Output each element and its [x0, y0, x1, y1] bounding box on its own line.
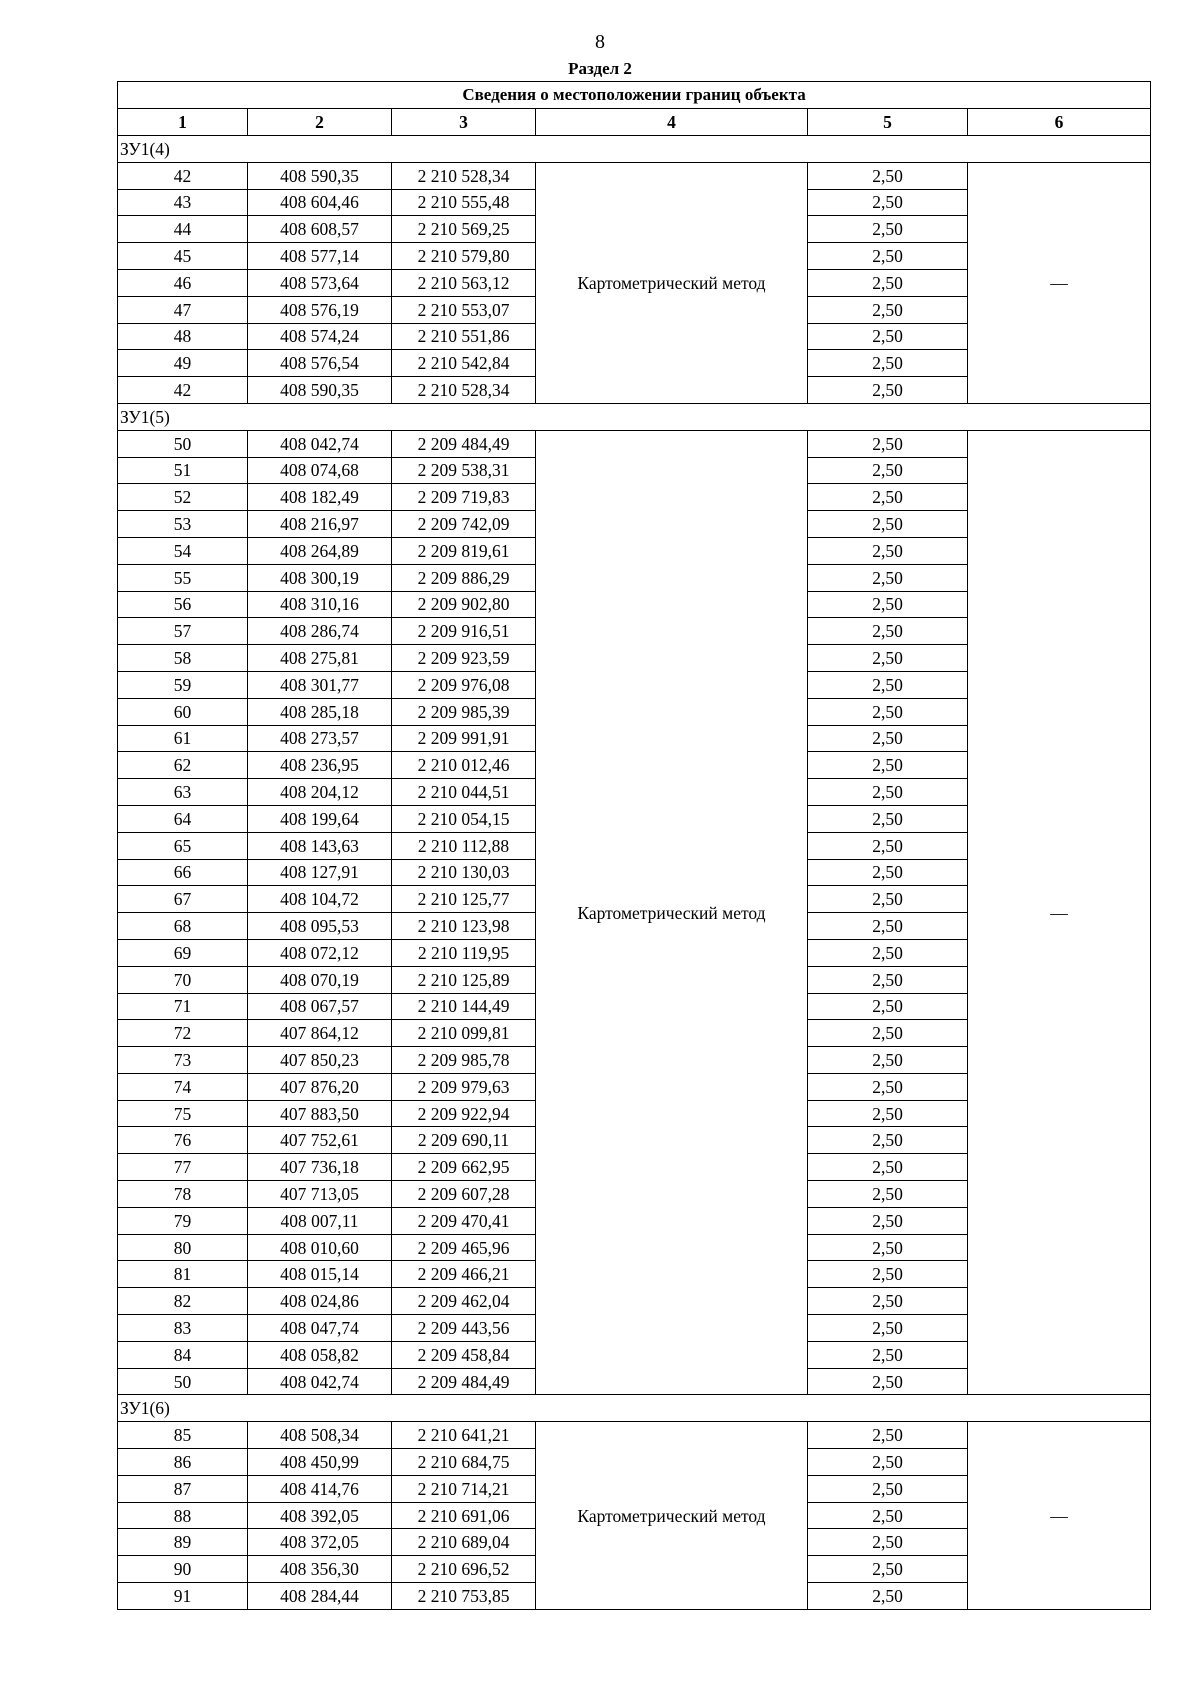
coordinate-y: 2 210 119,95	[392, 939, 536, 966]
coordinate-x: 407 713,05	[248, 1181, 392, 1208]
point-number: 85	[118, 1422, 248, 1449]
column-numbers-row	[118, 109, 1151, 136]
coordinate-x: 407 736,18	[248, 1154, 392, 1181]
coordinate-y: 2 209 923,59	[392, 645, 536, 672]
accuracy-cell: 2,50	[808, 1315, 968, 1342]
coordinate-y: 2 210 125,77	[392, 886, 536, 913]
accuracy-cell: 2,50	[808, 1341, 968, 1368]
accuracy-cell: 2,50	[808, 779, 968, 806]
coordinate-y: 2 209 916,51	[392, 618, 536, 645]
point-number: 91	[118, 1583, 248, 1610]
coordinate-x: 408 024,86	[248, 1288, 392, 1315]
accuracy-cell: 2,50	[808, 269, 968, 296]
coordinate-x: 408 042,74	[248, 430, 392, 457]
column-number: 6	[968, 109, 1151, 136]
accuracy-cell: 2,50	[808, 1449, 968, 1476]
point-number: 62	[118, 752, 248, 779]
point-number: 58	[118, 645, 248, 672]
coordinate-x: 408 236,95	[248, 752, 392, 779]
accuracy-cell: 2,50	[808, 939, 968, 966]
coordinate-x: 407 752,61	[248, 1127, 392, 1154]
accuracy-cell: 2,50	[808, 350, 968, 377]
coordinate-x: 408 095,53	[248, 913, 392, 940]
point-number: 52	[118, 484, 248, 511]
coordinate-y: 2 209 465,96	[392, 1234, 536, 1261]
point-number: 42	[118, 377, 248, 404]
point-number: 79	[118, 1207, 248, 1234]
coordinate-x: 408 284,44	[248, 1583, 392, 1610]
coordinate-x: 408 275,81	[248, 645, 392, 672]
coordinate-y: 2 210 641,21	[392, 1422, 536, 1449]
accuracy-cell: 2,50	[808, 511, 968, 538]
coordinate-x: 408 574,24	[248, 323, 392, 350]
coordinate-y: 2 210 684,75	[392, 1449, 536, 1476]
accuracy-cell: 2,50	[808, 1556, 968, 1583]
accuracy-cell: 2,50	[808, 1368, 968, 1395]
coordinate-x: 408 007,11	[248, 1207, 392, 1234]
table-body	[118, 82, 1151, 1610]
coordinate-y: 2 210 555,48	[392, 189, 536, 216]
coordinate-y: 2 210 569,25	[392, 216, 536, 243]
coordinate-x: 408 577,14	[248, 243, 392, 270]
point-number: 50	[118, 430, 248, 457]
coordinate-y: 2 209 607,28	[392, 1181, 536, 1208]
group-name: ЗУ1(6)	[118, 1395, 1151, 1422]
method-cell: Картометрический метод	[536, 1422, 808, 1610]
point-number: 88	[118, 1502, 248, 1529]
coordinate-y: 2 209 976,08	[392, 671, 536, 698]
method-cell: Картометрический метод	[536, 430, 808, 1395]
coordinate-y: 2 210 696,52	[392, 1556, 536, 1583]
accuracy-cell: 2,50	[808, 457, 968, 484]
coordinate-x: 407 883,50	[248, 1100, 392, 1127]
accuracy-cell: 2,50	[808, 1100, 968, 1127]
coordinate-x: 408 010,60	[248, 1234, 392, 1261]
accuracy-cell: 2,50	[808, 296, 968, 323]
accuracy-cell: 2,50	[808, 1583, 968, 1610]
point-number: 80	[118, 1234, 248, 1261]
coordinate-y: 2 210 689,04	[392, 1529, 536, 1556]
accuracy-cell: 2,50	[808, 698, 968, 725]
point-number: 51	[118, 457, 248, 484]
accuracy-cell: 2,50	[808, 832, 968, 859]
coordinate-x: 408 182,49	[248, 484, 392, 511]
coordinate-y: 2 209 719,83	[392, 484, 536, 511]
table-caption-row	[118, 82, 1151, 109]
accuracy-cell: 2,50	[808, 1529, 968, 1556]
point-number: 44	[118, 216, 248, 243]
accuracy-cell: 2,50	[808, 189, 968, 216]
column-number: 5	[808, 109, 968, 136]
point-number: 60	[118, 698, 248, 725]
point-number: 75	[118, 1100, 248, 1127]
point-number: 64	[118, 805, 248, 832]
point-number: 82	[118, 1288, 248, 1315]
coordinate-x: 407 864,12	[248, 1020, 392, 1047]
accuracy-cell: 2,50	[808, 430, 968, 457]
group-header-row	[118, 403, 1151, 430]
point-number: 63	[118, 779, 248, 806]
accuracy-cell: 2,50	[808, 859, 968, 886]
coordinate-x: 408 127,91	[248, 859, 392, 886]
accuracy-cell: 2,50	[808, 618, 968, 645]
coordinate-y: 2 210 528,34	[392, 162, 536, 189]
accuracy-cell: 2,50	[808, 1288, 968, 1315]
accuracy-cell: 2,50	[808, 805, 968, 832]
coordinate-y: 2 210 112,88	[392, 832, 536, 859]
point-number: 49	[118, 350, 248, 377]
coordinate-y: 2 210 099,81	[392, 1020, 536, 1047]
coordinate-y: 2 210 528,34	[392, 377, 536, 404]
point-number: 71	[118, 993, 248, 1020]
column-number: 1	[118, 109, 248, 136]
coordinate-y: 2 210 144,49	[392, 993, 536, 1020]
coordinate-y: 2 209 443,56	[392, 1315, 536, 1342]
point-number: 65	[118, 832, 248, 859]
coordinate-y: 2 209 991,91	[392, 725, 536, 752]
coordinate-y: 2 210 054,15	[392, 805, 536, 832]
coordinate-x: 407 850,23	[248, 1047, 392, 1074]
coordinate-x: 408 104,72	[248, 886, 392, 913]
coordinate-y: 2 210 579,80	[392, 243, 536, 270]
point-number: 66	[118, 859, 248, 886]
point-number: 47	[118, 296, 248, 323]
column-number: 2	[248, 109, 392, 136]
point-number: 84	[118, 1341, 248, 1368]
coordinate-x: 408 285,18	[248, 698, 392, 725]
point-number: 68	[118, 913, 248, 940]
coordinate-x: 408 143,63	[248, 832, 392, 859]
method-cell: Картометрический метод	[536, 162, 808, 403]
coordinate-x: 408 356,30	[248, 1556, 392, 1583]
accuracy-cell: 2,50	[808, 886, 968, 913]
point-number: 90	[118, 1556, 248, 1583]
coordinate-x: 408 042,74	[248, 1368, 392, 1395]
page-number: 8	[595, 31, 605, 53]
coordinate-x: 408 608,57	[248, 216, 392, 243]
accuracy-cell: 2,50	[808, 1154, 968, 1181]
coordinate-y: 2 210 691,06	[392, 1502, 536, 1529]
accuracy-cell: 2,50	[808, 216, 968, 243]
coordinate-y: 2 210 553,07	[392, 296, 536, 323]
coordinate-x: 408 604,46	[248, 189, 392, 216]
group-header-row	[118, 136, 1151, 163]
coordinate-y: 2 210 753,85	[392, 1583, 536, 1610]
coordinate-x: 408 199,64	[248, 805, 392, 832]
accuracy-cell: 2,50	[808, 752, 968, 779]
accuracy-cell: 2,50	[808, 1475, 968, 1502]
coordinate-x: 407 876,20	[248, 1073, 392, 1100]
point-number: 59	[118, 671, 248, 698]
point-number: 74	[118, 1073, 248, 1100]
coordinate-x: 408 508,34	[248, 1422, 392, 1449]
dash-cell: —	[968, 1422, 1151, 1610]
coordinate-x: 408 216,97	[248, 511, 392, 538]
coordinate-x: 408 286,74	[248, 618, 392, 645]
coordinate-x: 408 204,12	[248, 779, 392, 806]
coordinate-y: 2 209 538,31	[392, 457, 536, 484]
point-number: 76	[118, 1127, 248, 1154]
point-number: 56	[118, 591, 248, 618]
coordinate-y: 2 210 123,98	[392, 913, 536, 940]
accuracy-cell: 2,50	[808, 1181, 968, 1208]
group-name: ЗУ1(5)	[118, 403, 1151, 430]
accuracy-cell: 2,50	[808, 1502, 968, 1529]
coordinate-x: 408 310,16	[248, 591, 392, 618]
point-number: 89	[118, 1529, 248, 1556]
accuracy-cell: 2,50	[808, 591, 968, 618]
point-number: 78	[118, 1181, 248, 1208]
point-number: 83	[118, 1315, 248, 1342]
accuracy-cell: 2,50	[808, 243, 968, 270]
point-number: 70	[118, 966, 248, 993]
coordinate-y: 2 209 662,95	[392, 1154, 536, 1181]
section-title: Раздел 2	[568, 59, 632, 78]
accuracy-cell: 2,50	[808, 1261, 968, 1288]
coordinate-x: 408 573,64	[248, 269, 392, 296]
point-number: 50	[118, 1368, 248, 1395]
group-name: ЗУ1(4)	[118, 136, 1151, 163]
coordinate-x: 408 372,05	[248, 1529, 392, 1556]
coordinate-y: 2 209 985,78	[392, 1047, 536, 1074]
accuracy-cell: 2,50	[808, 1422, 968, 1449]
point-number: 67	[118, 886, 248, 913]
coordinate-x: 408 576,54	[248, 350, 392, 377]
coordinate-x: 408 590,35	[248, 162, 392, 189]
point-number: 48	[118, 323, 248, 350]
accuracy-cell: 2,50	[808, 645, 968, 672]
accuracy-cell: 2,50	[808, 1073, 968, 1100]
coordinate-x: 408 450,99	[248, 1449, 392, 1476]
coordinate-x: 408 067,57	[248, 993, 392, 1020]
table-caption: Сведения о местоположении границ объекта	[118, 82, 1151, 109]
coordinate-y: 2 209 690,11	[392, 1127, 536, 1154]
accuracy-cell: 2,50	[808, 484, 968, 511]
coordinate-x: 408 301,77	[248, 671, 392, 698]
coordinate-x: 408 273,57	[248, 725, 392, 752]
accuracy-cell: 2,50	[808, 1127, 968, 1154]
accuracy-cell: 2,50	[808, 725, 968, 752]
point-number: 53	[118, 511, 248, 538]
coordinate-y: 2 210 044,51	[392, 779, 536, 806]
accuracy-cell: 2,50	[808, 1020, 968, 1047]
coordinate-y: 2 210 551,86	[392, 323, 536, 350]
coordinate-y: 2 209 470,41	[392, 1207, 536, 1234]
point-number: 57	[118, 618, 248, 645]
point-number: 46	[118, 269, 248, 296]
point-number: 72	[118, 1020, 248, 1047]
coordinate-x: 408 414,76	[248, 1475, 392, 1502]
coordinate-x: 408 070,19	[248, 966, 392, 993]
coordinate-x: 408 590,35	[248, 377, 392, 404]
accuracy-cell: 2,50	[808, 913, 968, 940]
point-number: 45	[118, 243, 248, 270]
accuracy-cell: 2,50	[808, 1207, 968, 1234]
coordinate-y: 2 209 985,39	[392, 698, 536, 725]
coordinate-x: 408 300,19	[248, 564, 392, 591]
column-number: 4	[536, 109, 808, 136]
dash-cell: —	[968, 430, 1151, 1395]
coordinate-y: 2 209 484,49	[392, 430, 536, 457]
coordinate-y: 2 210 542,84	[392, 350, 536, 377]
point-number: 55	[118, 564, 248, 591]
table-row	[118, 162, 1151, 189]
point-number: 43	[118, 189, 248, 216]
point-number: 69	[118, 939, 248, 966]
point-number: 42	[118, 162, 248, 189]
accuracy-cell: 2,50	[808, 564, 968, 591]
accuracy-cell: 2,50	[808, 377, 968, 404]
accuracy-cell: 2,50	[808, 162, 968, 189]
accuracy-cell: 2,50	[808, 1047, 968, 1074]
table-row	[118, 1422, 1151, 1449]
point-number: 81	[118, 1261, 248, 1288]
coordinate-x: 408 047,74	[248, 1315, 392, 1342]
accuracy-cell: 2,50	[808, 966, 968, 993]
point-number: 54	[118, 537, 248, 564]
accuracy-cell: 2,50	[808, 993, 968, 1020]
coordinate-y: 2 209 466,21	[392, 1261, 536, 1288]
coordinate-x: 408 264,89	[248, 537, 392, 564]
accuracy-cell: 2,50	[808, 671, 968, 698]
coordinate-x: 408 576,19	[248, 296, 392, 323]
coordinate-x: 408 058,82	[248, 1341, 392, 1368]
accuracy-cell: 2,50	[808, 537, 968, 564]
accuracy-cell: 2,50	[808, 1234, 968, 1261]
accuracy-cell: 2,50	[808, 323, 968, 350]
coordinate-y: 2 209 742,09	[392, 511, 536, 538]
coordinate-y: 2 210 012,46	[392, 752, 536, 779]
point-number: 86	[118, 1449, 248, 1476]
coordinate-x: 408 392,05	[248, 1502, 392, 1529]
point-number: 61	[118, 725, 248, 752]
coordinate-x: 408 015,14	[248, 1261, 392, 1288]
coordinate-x: 408 072,12	[248, 939, 392, 966]
coordinate-y: 2 209 902,80	[392, 591, 536, 618]
coordinate-y: 2 209 462,04	[392, 1288, 536, 1315]
coordinate-y: 2 209 886,29	[392, 564, 536, 591]
dash-cell: —	[968, 162, 1151, 403]
point-number: 73	[118, 1047, 248, 1074]
coordinate-y: 2 210 130,03	[392, 859, 536, 886]
coordinate-y: 2 210 125,89	[392, 966, 536, 993]
coordinate-y: 2 209 484,49	[392, 1368, 536, 1395]
coordinate-y: 2 209 819,61	[392, 537, 536, 564]
boundary-coordinates-table	[117, 81, 1151, 1610]
coordinate-y: 2 209 458,84	[392, 1341, 536, 1368]
table-row	[118, 430, 1151, 457]
column-number: 3	[392, 109, 536, 136]
coordinate-y: 2 210 563,12	[392, 269, 536, 296]
group-header-row	[118, 1395, 1151, 1422]
coordinate-x: 408 074,68	[248, 457, 392, 484]
coordinate-y: 2 210 714,21	[392, 1475, 536, 1502]
point-number: 87	[118, 1475, 248, 1502]
coordinate-y: 2 209 979,63	[392, 1073, 536, 1100]
point-number: 77	[118, 1154, 248, 1181]
coordinate-y: 2 209 922,94	[392, 1100, 536, 1127]
